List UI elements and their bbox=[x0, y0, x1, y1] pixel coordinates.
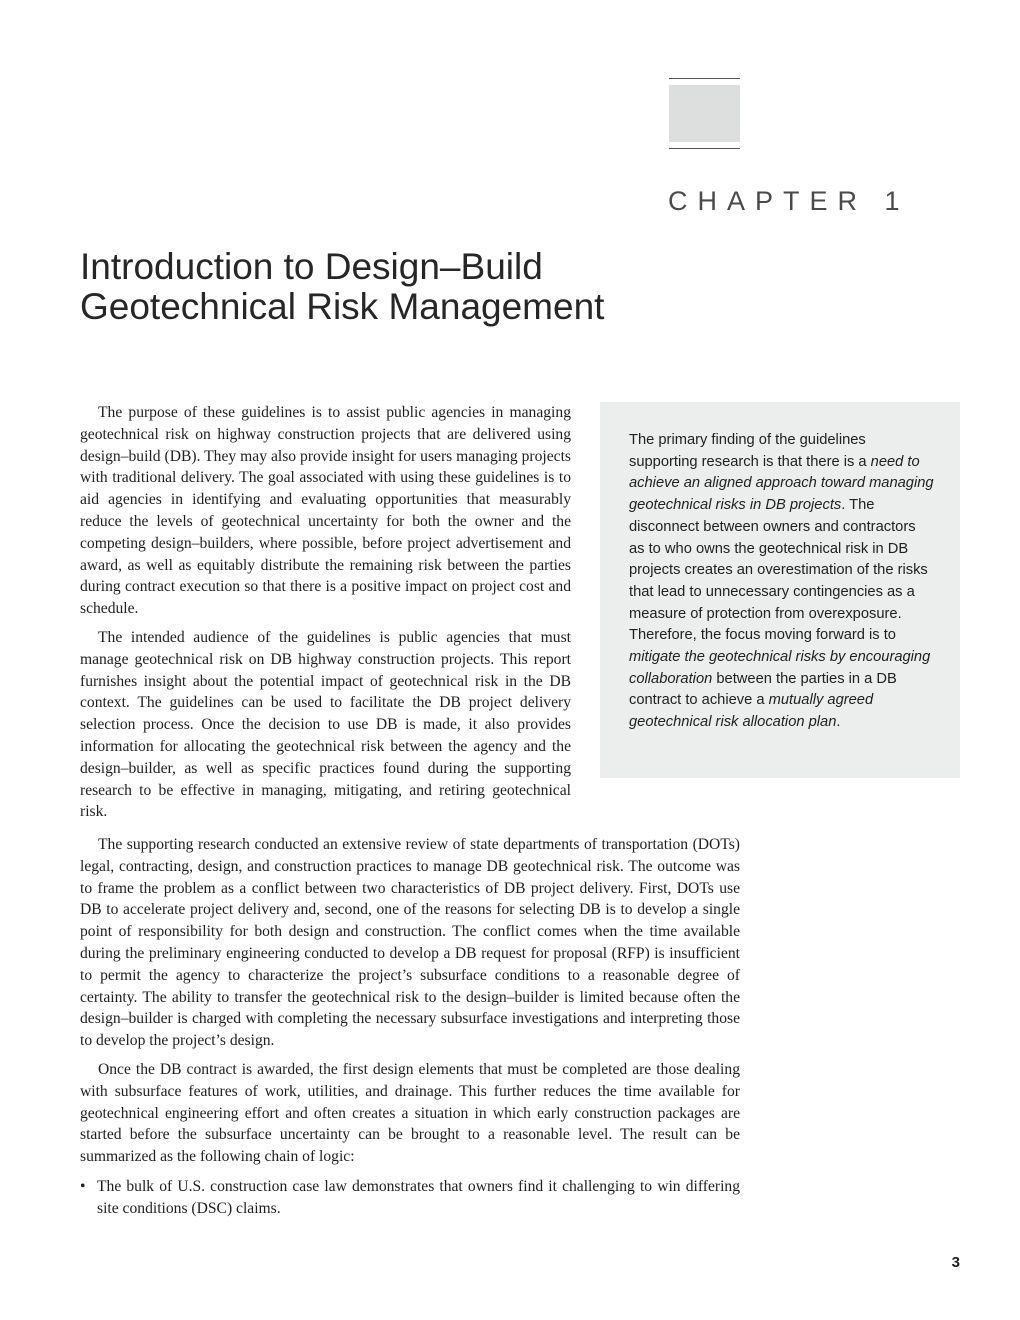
callout-text-part-2: . The disconnect between owners and contractors as to who owns the geotechnical risk in DB projects creates an overestimation of the risks that lead to unnecessary contingencies as a measure of protection from overexposure. Therefore, the focus moving forward is to bbox=[629, 497, 928, 644]
callout-emphasis-2: mitigate the geotechnical risks by encouraging collaboration bbox=[629, 649, 931, 687]
body-column-lower bbox=[80, 834, 740, 1220]
chapter-title-line-2: Geotechnical Risk Management bbox=[80, 286, 605, 327]
paragraph-research: The supporting research conducted an extensive review of state departments of transportation (DOTs) legal, contracting, design, and construction practices to manage DB geotechnical risk. The outcome was to frame the problem as a conflict between two characteristics of DB project delivery. First, DOTs use DB to accelerate project delivery and, second, one of the reasons for selecting DB is to develop a single point of responsibility for both design and construction. The conflict comes when the time available during the preliminary engineering conducted to develop a DB request for proposal (RFP) is insufficient to permit the agency to characterize the project’s subsurface conditions to a reasonable degree of certainty. The ability to transfer the geotechnical risk to the design–builder is limited because often the design–builder is charged with completing the necessary subsurface investigations and interpreting those to develop the project’s design. bbox=[80, 836, 740, 1050]
list-item-text: The bulk of U.S. construction case law demonstrates that owners find it challenging to win differing site conditions (DSC) claims. bbox=[97, 1177, 740, 1217]
chapter-title-line-1: Introduction to Design–Build bbox=[80, 246, 543, 287]
chapter-ornament bbox=[669, 78, 740, 150]
chapter-label: CHAPTER 1 bbox=[668, 186, 910, 216]
ornament-top-rule bbox=[669, 78, 740, 79]
ornament-gray-box bbox=[669, 85, 740, 142]
page-number: 3 bbox=[951, 1254, 960, 1271]
body-column-upper bbox=[80, 402, 571, 823]
callout-emphasis-1: need to achieve an aligned approach toward managing geotechnical risks in DB projects bbox=[629, 453, 934, 514]
callout-text-part-3: between the parties in a DB contract to achieve a bbox=[629, 670, 897, 709]
callout-text-part-4: . bbox=[836, 714, 841, 731]
paragraph-audience: The intended audience of the guidelines is public agencies that must manage geotechnical risk on DB highway construction projects. This report furnishes insight about the potential impact of geotechnical risk in the DB context. The guidelines can be used to facilitate the DB project delivery selection process. Once the decision to use DB is made, it also provides information for allocating the geotechnical risk between the agency and the design–builder, as well as specific practices found during the supporting research to be effective in managing, mitigating, and retiring geotechnical risk. bbox=[80, 628, 571, 821]
callout-text-part-1: The primary finding of the guidelines supporting research is that there is a bbox=[629, 432, 871, 470]
logic-chain-list bbox=[80, 1176, 740, 1220]
callout-emphasis-3: mutually agreed geotechnical risk allocation plan bbox=[629, 692, 874, 731]
ornament-bottom-rule bbox=[669, 148, 740, 149]
list-item bbox=[80, 1176, 740, 1220]
chapter-title bbox=[80, 247, 780, 327]
paragraph-contract-award: Once the DB contract is awarded, the first design elements that must be completed are those dealing with subsurface features of work, utilities, and drainage. This further reduces the time available for geotechnical engineering effort and often creates a situation in which early construction packages are started before the subsurface uncertainty can be brought to a reasonable level. The result can be summarized as the following chain of logic: bbox=[80, 1060, 740, 1166]
bullet-icon: • bbox=[80, 1177, 86, 1195]
paragraph-purpose: The purpose of these guidelines is to assist public agencies in managing geotechnical risk on highway construction projects that are delivered using design–build (DB). They may also provide insight for users managing projects with traditional delivery. The goal associated with using these guidelines is to aid agencies in identifying and evaluating opportunities that measurably reduce the levels of geotechnical uncertainty for both the owner and the competing design–builders, where possible, before project advertisement and award, as well as equitably distribute the remaining risk between the parties during contract execution so that there is a positive impact on project cost and schedule. bbox=[80, 404, 571, 618]
callout-text bbox=[629, 430, 934, 734]
key-finding-callout bbox=[600, 402, 960, 778]
